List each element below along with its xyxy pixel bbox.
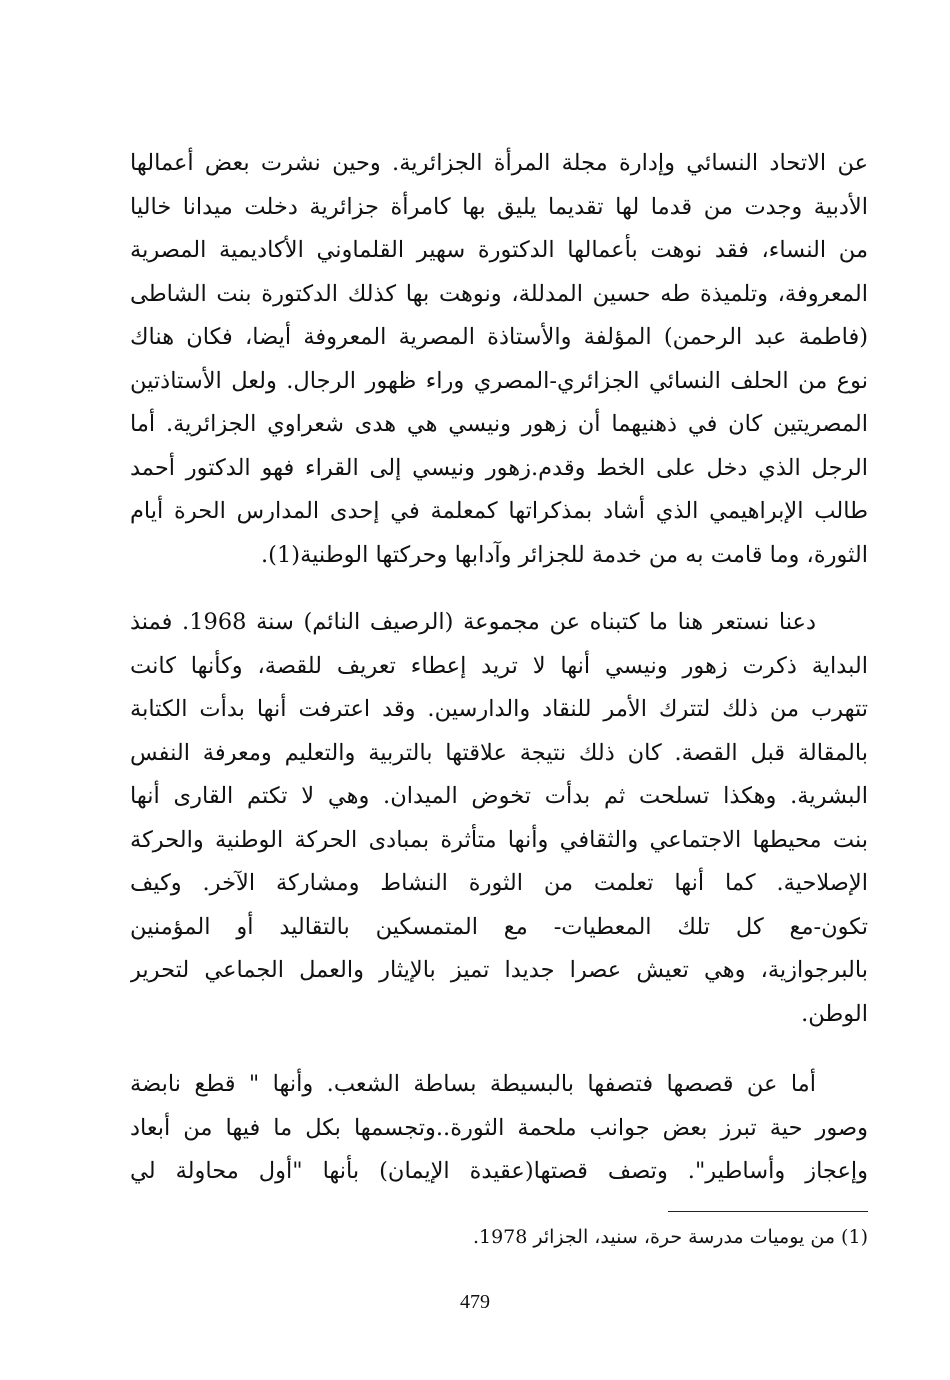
page-number: 479 bbox=[460, 1291, 490, 1313]
text-line: الوطن. bbox=[801, 1000, 868, 1027]
text-line: البشرية. وهكذا تسلحت ثم بدأت تخوض الميدان. وهي لا تكتم القارى أنها bbox=[130, 783, 868, 809]
text-line: الرجل الذي دخل على الخط وقدم.زهور ونيسي إلى القراء فهو الدكتور أحمد bbox=[130, 454, 868, 481]
text-line: بالبرجوازية، وهي تعيش عصرا جديدا تميز بالإيثار والعمل الجماعي لتحرير bbox=[130, 957, 868, 983]
text-line: المصريتين كان في ذهنيهما أن زهور ونيسي هي هدى شعراوي الجزائرية. أما bbox=[130, 411, 868, 437]
text-line: عن الاتحاد النسائي وإدارة مجلة المرأة الجزائرية. وحين نشرت بعض أعمالها bbox=[130, 150, 868, 176]
text-line: وإعجاز وأساطير". وتصف قصتها(عقيدة الإيمان) بأنها "أول محاولة لي bbox=[130, 1158, 868, 1184]
text-line: تكون-مع كل تلك المعطيات- مع المتمسكين بالتقاليد أو المؤمنين bbox=[130, 913, 868, 940]
text-line: نوع من الحلف النسائي الجزائري-المصري وراء ظهور الرجال. ولعل الأستاذتين bbox=[130, 367, 868, 394]
footnote-divider bbox=[668, 1211, 868, 1212]
paragraph-1 bbox=[130, 142, 868, 577]
footnote: (1) من يوميات مدرسة حرة، سنيد، الجزائر 1978. bbox=[472, 1226, 868, 1248]
text-line: بالمقالة قبل القصة. كان ذلك نتيجة علاقتها بالتربية والتعليم ومعرفة النفس bbox=[130, 739, 868, 766]
text-line: أما عن قصصها فتصفها بالبسيطة بساطة الشعب. وأنها " قطع نابضة bbox=[130, 1071, 816, 1097]
text-line: طالب الإبراهيمي الذي أشاد بمذكراتها كمعلمة في إحدى المدارس الحرة أيام bbox=[130, 498, 868, 524]
paragraph-3 bbox=[130, 1063, 868, 1194]
text-line: المعروفة، وتلميذة طه حسين المدللة، ونوهت بها كذلك الدكتورة بنت الشاطى bbox=[130, 280, 868, 307]
text-line: البداية ذكرت زهور ونيسي أنها لا تريد إعطاء تعريف للقصة، وكأنها كانت bbox=[130, 652, 868, 679]
text-line: الإصلاحية. كما أنها تعلمت من الثورة النشاط ومشاركة الآخر. وكيف bbox=[130, 870, 868, 896]
text-line: الثورة، وما قامت به من خدمة للجزائر وآدابها وحركتها الوطنية(1). bbox=[261, 541, 868, 568]
paragraph-2 bbox=[130, 601, 868, 1036]
text-line: (فاطمة عبد الرحمن) المؤلفة والأستاذة المصرية المعروفة أيضا، فكان هناك bbox=[130, 324, 868, 350]
text-line: من النساء، فقد نوهت بأعمالها الدكتورة سهير القلماوني الأكاديمية المصرية bbox=[130, 237, 868, 263]
text-line: الأدبية وجدت من قدما لها تقديما يليق بها كامرأة جزائرية دخلت ميدانا خاليا bbox=[130, 193, 868, 220]
text-line: تتهرب من ذلك لتترك الأمر للنقاد والدارسين. وقد اعترفت أنها بدأت الكتابة bbox=[130, 696, 868, 722]
text-line: دعنا نستعر هنا ما كتبناه عن مجموعة (الرصيف النائم) سنة 1968. فمنذ bbox=[130, 609, 816, 635]
text-line: وصور حية تبرز بعض جوانب ملحمة الثورة..وتجسمها بكل ما فيها من أبعاد bbox=[130, 1114, 868, 1141]
text-line: بنت محيطها الاجتماعي والثقافي وأنها متأثرة بمبادى الحركة الوطنية والحركة bbox=[130, 826, 868, 853]
